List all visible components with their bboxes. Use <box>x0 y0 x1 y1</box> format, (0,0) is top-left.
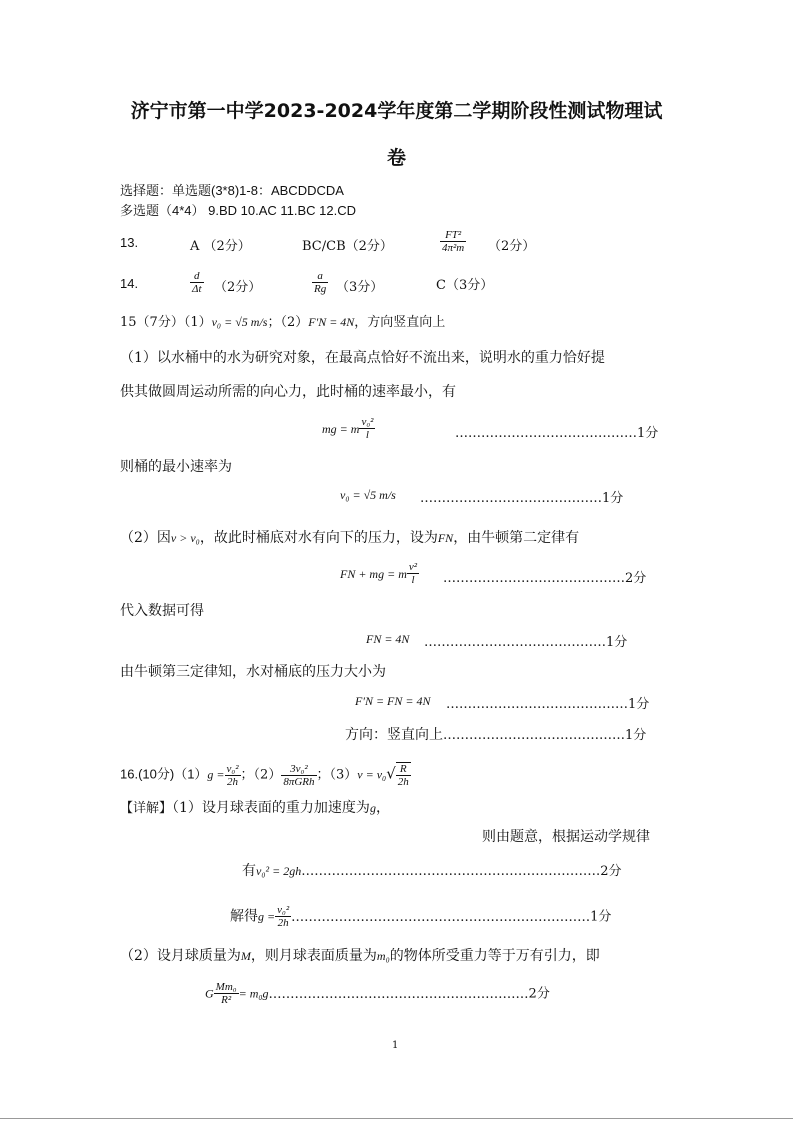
score-label: 1分 <box>628 697 650 712</box>
q15-para4 <box>120 527 579 547</box>
q16-head-a: 16.(10分)（1） <box>120 766 208 782</box>
q16-eq3-num: Mm₀ <box>215 981 237 993</box>
score-label: 2分 <box>625 571 647 586</box>
q16-eq1 <box>242 860 621 880</box>
q15-eq3-num: v² <box>408 561 418 573</box>
q16-eq3-right: = m₀g <box>238 986 269 1001</box>
q15-head-a: 15（7分）（1） <box>120 315 212 330</box>
q15-eq5-score <box>446 693 649 712</box>
q16-eq1-formula: v₀² = 2gh <box>256 864 302 878</box>
q16-eq3-den: R² <box>221 994 232 1006</box>
q15-para1: （1）以水桶中的水为研究对象，在最高点恰好不流出来，说明水的重力恰好提 <box>120 350 605 366</box>
q15-eq3-left: FN + mg = m <box>340 567 407 581</box>
score-label: 1分 <box>590 909 612 925</box>
score-label: 1分 <box>637 426 659 441</box>
q16-para2 <box>120 945 600 965</box>
q15-eq1-left: mg = m <box>322 422 360 436</box>
score-label: 1分 <box>625 728 647 743</box>
dot-leader: …………………………………………………………… <box>291 909 591 925</box>
dot-leader: …………………………………… <box>443 571 625 586</box>
q14-answer-b-formula <box>312 270 328 295</box>
q13-number: 13. <box>120 235 139 250</box>
q15-p4b: ，故此时桶底对水有向下的压力，设为 <box>199 530 438 546</box>
q15-eq3-score <box>443 567 646 586</box>
q16-detail-c: ， <box>375 800 390 816</box>
dot-leader: …………………………………… <box>420 491 602 506</box>
q15-eq2: v₀ = √5 m/s <box>340 488 396 502</box>
q15-eq2-score <box>420 487 623 506</box>
dot-leader: …………………………………………………………… <box>301 864 601 879</box>
score-label: 1分 <box>602 491 624 506</box>
sqrt-icon: √ <box>386 764 396 783</box>
page-title-line2: 卷 <box>386 147 406 169</box>
q15-eq4: FN = 4N <box>366 632 410 646</box>
q15-eq1-den: l <box>365 429 369 441</box>
q15-head-b: ；（2） <box>267 315 309 330</box>
q13-frac-den: 4π²m <box>442 242 465 254</box>
q15-eq1-score <box>455 422 658 441</box>
q14-answer-a-formula <box>190 270 204 295</box>
q14-f1-num: d <box>190 270 204 283</box>
q13-frac-num: FT² <box>440 229 466 242</box>
q16-a3-left: v = v₀ <box>357 767 387 782</box>
q15-eq3 <box>340 561 419 586</box>
q16-a3-num: R <box>396 763 411 776</box>
score-label: 1分 <box>606 635 628 650</box>
q15-para3: 则桶的最小速率为 <box>120 459 232 475</box>
page-number: 1 <box>392 1040 399 1051</box>
q16-p2b: ，则月球表面质量为 <box>250 948 377 964</box>
dot-leader: …………………………………… <box>424 635 606 650</box>
q16-eq2 <box>230 904 611 929</box>
q13-answer-b: BC/CB（2分） <box>302 239 393 254</box>
score-label: 2分 <box>600 864 622 879</box>
dot-leader: …………………………………………………… <box>268 986 529 1002</box>
q14-f1-den: Δt <box>192 283 202 295</box>
q16-p2-sym2: m₀ <box>376 949 390 963</box>
q16-eq2-left: g = <box>258 909 276 924</box>
dot-leader: …………………………………… <box>443 728 625 743</box>
q14-answer-c: C（3分） <box>436 278 494 293</box>
q15-eq1-num: v₀² <box>361 416 374 428</box>
q16-eq1-pre: 有 <box>242 863 256 879</box>
q15-ans2: F′N = 4N <box>308 315 355 329</box>
q16-detail-tag: 【详解】 <box>120 801 173 816</box>
dot-leader: …………………………………… <box>446 697 628 712</box>
q16-eq3-left: G <box>205 986 214 1001</box>
q15-p4-cond: v > v₀ <box>170 531 200 545</box>
page-bottom-divider <box>0 1118 793 1119</box>
q16-a2-num: 3v₀² <box>281 763 316 776</box>
q15-p4c: ，由牛顿第二定律有 <box>453 530 580 546</box>
q16-detail-sym: g <box>369 801 376 815</box>
q15-p4-sym: FN <box>437 531 454 545</box>
q15-eq4-score <box>424 631 627 650</box>
mc-single-answers: 选择题：单选题(3*8)1-8：ABCDDCDA <box>120 183 344 198</box>
page-title-line1: 济宁市第一中学2023-2024学年度第二学期阶段性测试物理试 <box>130 100 663 122</box>
q16-detail-b: （1）设月球表面的重力加速度为 <box>172 800 370 816</box>
direction-label: 方向：竖直向上 <box>345 727 443 743</box>
q15-header <box>120 311 445 330</box>
q15-p4a: （2）因 <box>120 530 171 546</box>
q16-eq2-num: v₀² <box>277 904 290 916</box>
q16-a3-den: 2h <box>397 776 409 788</box>
q13-answer-a: A （2分） <box>190 239 251 254</box>
q14-answer-a-score: （2分） <box>214 280 262 295</box>
q16-p2c: 的物体所受重力等于万有引力，即 <box>389 948 600 964</box>
q14-answer-b-score: （3分） <box>336 280 384 295</box>
score-label: 2分 <box>528 986 550 1002</box>
q16-a1-left: g = <box>207 767 225 782</box>
q15-para5: 代入数据可得 <box>120 603 204 619</box>
q15-head-c: ，方向竖直向上 <box>354 315 446 330</box>
q15-eq3-den: l <box>411 574 415 586</box>
q15-para6: 由牛顿第三定律知，水对桶底的压力大小为 <box>120 664 386 680</box>
q14-number: 14. <box>120 276 139 291</box>
q15-ans1: v₀ = √5 m/s <box>211 315 268 329</box>
q16-eq2-den: 2h <box>277 917 289 929</box>
q15-eq1 <box>322 416 375 441</box>
q16-a1-num: v₀² <box>226 762 239 775</box>
q16-p2a: （2）设月球质量为 <box>120 948 241 964</box>
q13-answer-c-formula <box>440 229 466 254</box>
q15-para2: 供其做圆周运动所需的向心力，此时桶的速率最小，有 <box>120 384 456 400</box>
q16-detail <box>120 797 390 817</box>
q13-answer-c-score: （2分） <box>488 239 536 254</box>
q14-f2-num: a <box>312 270 328 283</box>
q16-head-c: ；（3） <box>316 767 358 783</box>
mc-multi-answers: 多选题（4*4） 9.BD 10.AC 11.BC 12.CD <box>120 203 357 218</box>
q16-p2-sym1: M <box>240 949 251 963</box>
q16-eq3 <box>205 981 550 1006</box>
q16-head-b: ；（2） <box>240 767 282 783</box>
q15-eq5: F′N = FN = 4N <box>355 694 431 708</box>
q16-eq2-pre: 解得 <box>230 908 258 925</box>
dot-leader: …………………………………… <box>455 426 637 441</box>
q14-f2-den: Rg <box>314 283 327 295</box>
q16-header <box>120 762 411 788</box>
q16-a2-den: 8πGRh <box>283 775 315 788</box>
q16-a1-den: 2h <box>227 775 239 788</box>
q16-para1: 则由题意，根据运动学规律 <box>482 829 650 845</box>
q15-direction <box>345 724 646 744</box>
